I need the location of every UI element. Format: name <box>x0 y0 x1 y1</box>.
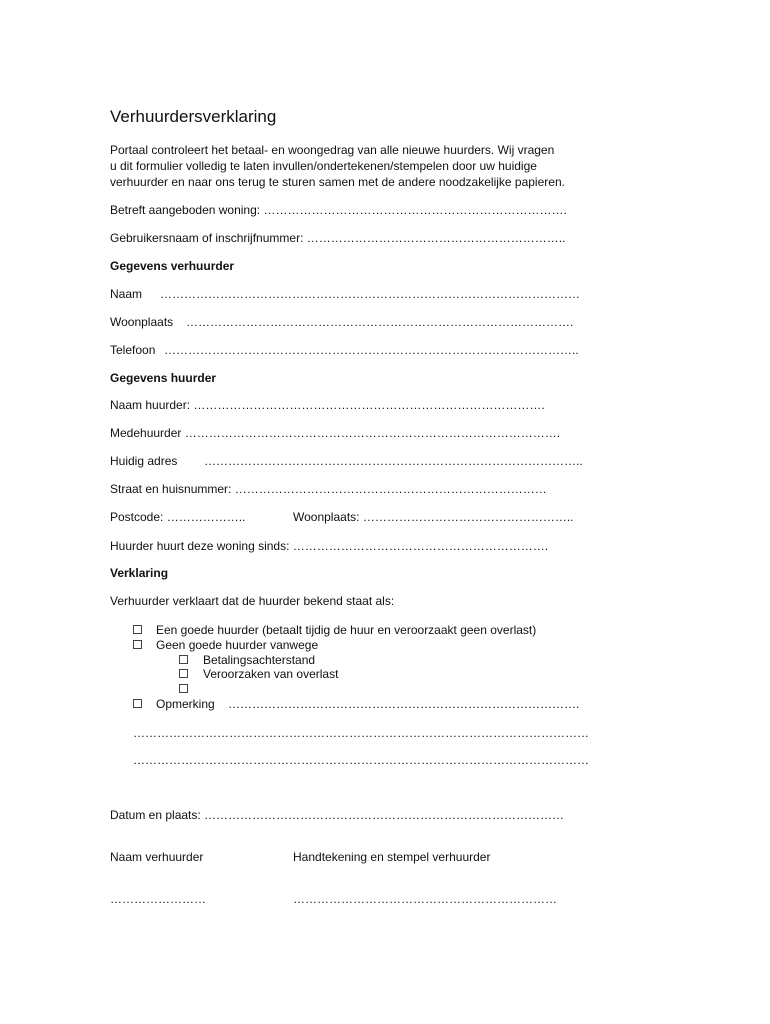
label-huidig-adres: Huidig adres <box>110 454 178 468</box>
field-naam-verhuurder[interactable]: …………………………………………………………………………………………… <box>160 287 580 301</box>
field-telefoon[interactable]: ………………………………………………………………………………………….. <box>164 343 579 357</box>
checkbox-anders[interactable] <box>179 682 188 696</box>
field-medehuurder[interactable]: Medehuurder …………………………………………………………………………………. <box>110 426 561 440</box>
field-opmerking[interactable]: ……………………………………………………………………………. <box>228 697 580 711</box>
field-huurt-sinds[interactable]: Huurder huurt deze woning sinds: ………………………………………………………. <box>110 539 549 553</box>
field-opmerking-line-3[interactable]: …………………………………………………………………………………………………… <box>133 753 589 767</box>
checkbox-geen-goede-huurder[interactable] <box>133 638 142 652</box>
label-opmerking: Opmerking <box>156 697 215 711</box>
field-naam-verhuurder-sign[interactable]: …………………… <box>110 892 206 906</box>
label-naam-verhuurder-footer: Naam verhuurder <box>110 850 204 864</box>
intro-line-1: Portaal controleert het betaal- en woongedrag van alle nieuwe huurders. Wij vragen <box>110 143 555 157</box>
label-telefoon: Telefoon <box>110 343 156 357</box>
field-gebruikersnaam[interactable]: Gebruikersnaam of inschrijfnummer: ……………………………………………………….. <box>110 231 566 245</box>
field-aangeboden-woning[interactable]: Betreft aangeboden woning: …………………………………………………………………. <box>110 203 567 217</box>
field-naam-huurder[interactable]: Naam huurder: ……………………………………………………………………………. <box>110 398 545 412</box>
label-woonplaats-verhuurder: Woonplaats <box>110 315 174 329</box>
option-goede-huurder: Een goede huurder (betaalt tijdig de huur en veroorzaakt geen overlast) <box>156 623 537 637</box>
label-handtekening: Handtekening en stempel verhuurder <box>293 850 491 864</box>
field-straat-huisnummer[interactable]: Straat en huisnummer: …………………………………………………………………… <box>110 482 547 496</box>
heading-gegevens-verhuurder: Gegevens verhuurder <box>110 259 235 273</box>
field-opmerking-line-2[interactable]: …………………………………………………………………………………………………… <box>133 726 589 740</box>
checkbox-betalingsachterstand[interactable] <box>179 653 188 667</box>
field-huidig-adres[interactable]: ………………………………………………………………………………….. <box>204 454 583 468</box>
option-geen-goede-huurder: Geen goede huurder vanwege <box>156 638 319 652</box>
suboption-betalingsachterstand: Betalingsachterstand <box>203 653 316 667</box>
field-postcode[interactable]: Postcode: ……………….. <box>110 510 246 524</box>
checkbox-goede-huurder[interactable] <box>133 623 142 637</box>
intro-line-2: u dit formulier volledig te laten invullen/ondertekenen/stempelen door uw huidige <box>110 159 537 173</box>
checkbox-opmerking[interactable] <box>133 697 142 711</box>
suboption-overlast: Veroorzaken van overlast <box>203 667 339 681</box>
checkbox-overlast[interactable] <box>179 667 188 681</box>
document-title: Verhuurdersverklaring <box>110 107 277 126</box>
field-woonplaats-huurder[interactable]: Woonplaats: …………………………………………….. <box>293 510 574 524</box>
field-handtekening[interactable]: ………………………………………………………… <box>293 892 557 906</box>
field-woonplaats-verhuurder[interactable]: ……………………………………………………………………………………. <box>186 315 574 329</box>
verklaring-intro: Verhuurder verklaart dat de huurder bekend staat als: <box>110 594 395 608</box>
label-naam-verhuurder: Naam <box>110 287 143 301</box>
field-datum-plaats[interactable]: Datum en plaats: ……………………………………………………………………………… <box>110 808 565 822</box>
heading-verklaring: Verklaring <box>110 566 169 580</box>
intro-line-3: verhuurder en naar ons terug te sturen samen met de andere noodzakelijke papieren. <box>110 175 565 189</box>
heading-gegevens-huurder: Gegevens huurder <box>110 371 217 385</box>
